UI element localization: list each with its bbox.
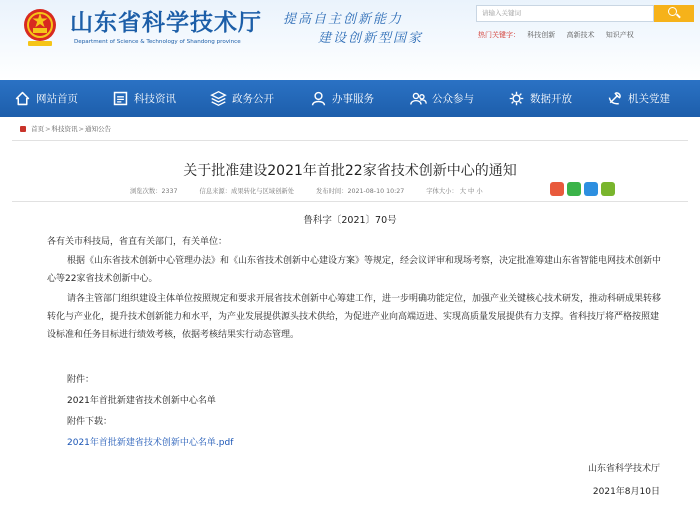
- nav-item-party[interactable]: [606, 80, 670, 117]
- weibo-icon[interactable]: [550, 182, 564, 196]
- nav-item-public[interactable]: [410, 80, 474, 117]
- hot-keyword-link[interactable]: 知识产权: [605, 31, 634, 39]
- source-value: 成果转化与区域创新处: [231, 188, 294, 195]
- party-icon: [606, 90, 623, 107]
- font-size-large[interactable]: 大: [459, 188, 467, 195]
- nav-item-home[interactable]: [14, 80, 78, 117]
- signature-org: 山东省科学技术厅: [587, 464, 660, 474]
- nav-label: 政务公开: [232, 93, 274, 105]
- layers-icon: [210, 90, 227, 107]
- date-label: 发布时间：: [316, 188, 348, 195]
- nav-item-government[interactable]: [210, 80, 274, 117]
- share-buttons: [550, 182, 615, 196]
- site-title[interactable]: 山东省科学技术厅: [70, 10, 262, 36]
- data-icon: [508, 90, 525, 107]
- nav-item-news[interactable]: [112, 80, 176, 117]
- home-icon: [14, 90, 31, 107]
- breadcrumb: 首页>科技资讯>通知公告: [20, 124, 111, 133]
- douban-icon[interactable]: [601, 182, 615, 196]
- nav-label: 办事服务: [332, 93, 374, 105]
- breadcrumb-link[interactable]: 科技资讯: [51, 125, 78, 133]
- paragraph-2: 请各主管部门组织建设主体单位按照规定和要求开展省技术创新中心筹建工作，进一步明确功能定位，加强产业关键核心技术研发，推动科研成果转移转化与产业化，提升技术创新能力和水平，为产业发展提供源头技术供给，为促进产业向高端迈进、实现高质量发展提供有力支撑。省科技厅将严格按照建设标准和任务目标进行绩效考核，依据考核结果实行动态管理。: [47, 294, 662, 340]
- attachment-label: 附件：: [67, 375, 95, 385]
- views-count: 2337: [161, 188, 178, 195]
- divider: [12, 140, 688, 141]
- location-icon: [20, 126, 26, 132]
- search-input[interactable]: 请输入关键词: [476, 5, 654, 22]
- wechat-icon[interactable]: [567, 182, 581, 196]
- attachment-download-link[interactable]: 2021年首批新建省技术创新中心名单.pdf: [67, 438, 234, 448]
- nav-item-data[interactable]: [508, 80, 572, 117]
- font-size-medium[interactable]: 中: [468, 188, 475, 195]
- nav-label: 公众参与: [432, 93, 474, 105]
- font-size-small[interactable]: 小: [476, 188, 483, 195]
- main-nav: [0, 80, 700, 117]
- search-button[interactable]: [654, 5, 694, 22]
- nav-label: 科技资讯: [134, 93, 176, 105]
- site-subtitle: Department of Science & Technology of Shandong province: [74, 39, 241, 45]
- hot-keywords: [478, 30, 643, 40]
- nav-label: 数据开放: [530, 93, 572, 105]
- nav-label: 机关党建: [628, 93, 670, 105]
- article-meta: [130, 186, 483, 195]
- slogan-line1: 提高自主创新能力: [283, 12, 404, 27]
- hot-keyword-link[interactable]: 科技创新: [527, 31, 556, 39]
- slogan-line2: 建设创新型国家: [318, 31, 424, 46]
- signature-date: 2021年8月10日: [592, 487, 660, 497]
- service-icon: [310, 90, 327, 107]
- views-label: 浏览次数：: [130, 188, 162, 195]
- nav-item-services[interactable]: [310, 80, 374, 117]
- article-title: 关于批准建设2021年首批22家省技术创新中心的通知: [183, 163, 517, 179]
- hot-keywords-label: 热门关键字：: [478, 31, 520, 39]
- breadcrumb-link[interactable]: 通知公告: [84, 125, 111, 133]
- news-icon: [112, 90, 129, 107]
- download-label: 附件下载：: [67, 417, 113, 427]
- site-header: [0, 0, 700, 80]
- hot-keyword-link[interactable]: 高新技术: [566, 31, 595, 39]
- source-label: 信息来源：: [199, 188, 232, 195]
- attachment-name: 2021年首批新建省技术创新中心名单: [67, 396, 216, 406]
- document-number: 鲁科字〔2021〕70号: [303, 215, 397, 226]
- salutation: 各有关市科技局，省直有关部门，有关单位：: [47, 237, 228, 247]
- nav-label: 网站首页: [36, 93, 78, 105]
- people-icon: [410, 90, 427, 107]
- paragraph-1: 根据《山东省技术创新中心管理办法》和《山东省技术创新中心建设方案》等规定，经会议评审和现场考察，决定批准筹建山东省智能电网技术创新中心等22家省技术创新中心。: [47, 256, 662, 284]
- publish-date: 2021-08-10 10:27: [347, 188, 405, 195]
- font-size-label: 字体大小：: [426, 188, 458, 195]
- qzone-icon[interactable]: [584, 182, 598, 196]
- breadcrumb-link[interactable]: 首页: [31, 125, 45, 133]
- divider: [12, 201, 688, 202]
- national-emblem-icon: [20, 6, 60, 48]
